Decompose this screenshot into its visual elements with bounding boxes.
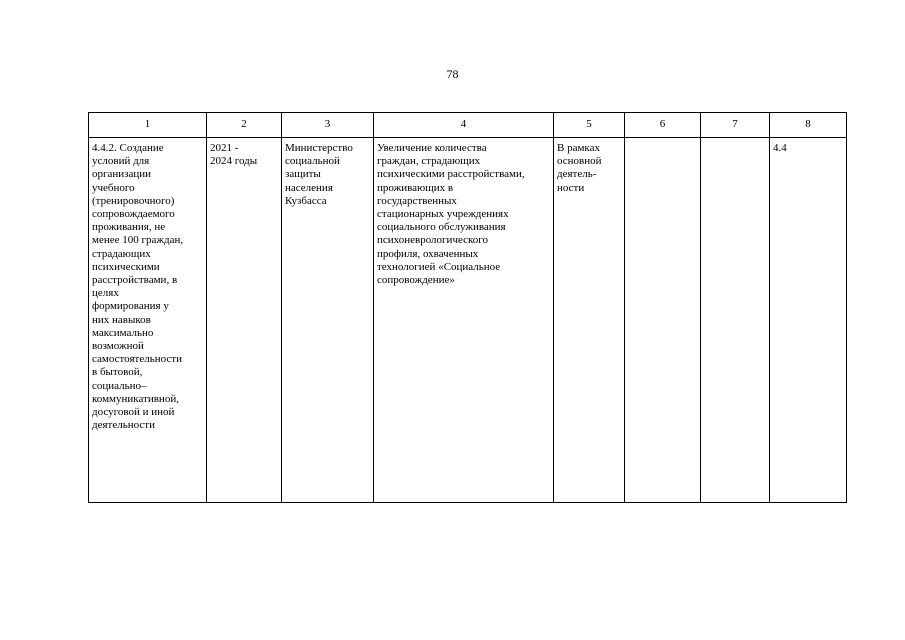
cell-funding <box>554 138 625 503</box>
indicator-text: 4.4 <box>773 142 787 154</box>
column-header-3: 3 <box>282 113 374 138</box>
column-header-5: 5 <box>554 113 625 138</box>
cell-col6 <box>625 138 701 503</box>
column-header-1: 1 <box>89 113 207 138</box>
table-header-row <box>89 113 847 138</box>
column-header-8: 8 <box>770 113 847 138</box>
cell-col7 <box>701 138 770 503</box>
period-text: 2021 - 2024 годы <box>210 142 258 168</box>
program-table <box>88 112 847 503</box>
cell-period <box>207 138 282 503</box>
cell-indicator <box>770 138 847 503</box>
column-header-7: 7 <box>701 113 770 138</box>
expected-result-text: Увеличение количества граждан, страдающих психическими расстройствами, проживающих в государственных стационарных учреждениях социального обслуживания психоневрологического профиля, охваченных технологией «Социальное сопровождение» <box>377 142 525 287</box>
column-header-2: 2 <box>207 113 282 138</box>
table-row <box>89 138 847 503</box>
executor-text: Министерство социальной защиты населения Кузбасса <box>285 142 353 207</box>
cell-executor <box>282 138 374 503</box>
column-header-4: 4 <box>374 113 554 138</box>
cell-measure-name <box>89 138 207 503</box>
cell-expected-result <box>374 138 554 503</box>
funding-text: В рамках основной деятель- ности <box>557 142 602 194</box>
page-number: 78 <box>446 67 459 81</box>
measure-name-text: 4.4.2. Создание условий для организации учебного (тренировочного) сопровождаемого проживания, не менее 100 граждан, страдающих психическими расстройствами, в целях формирования у них навыков максимально возможной самостоятельности в бытовой, социально– коммуникативной, досуговой и иной деятельности <box>92 142 184 432</box>
column-header-6: 6 <box>625 113 701 138</box>
